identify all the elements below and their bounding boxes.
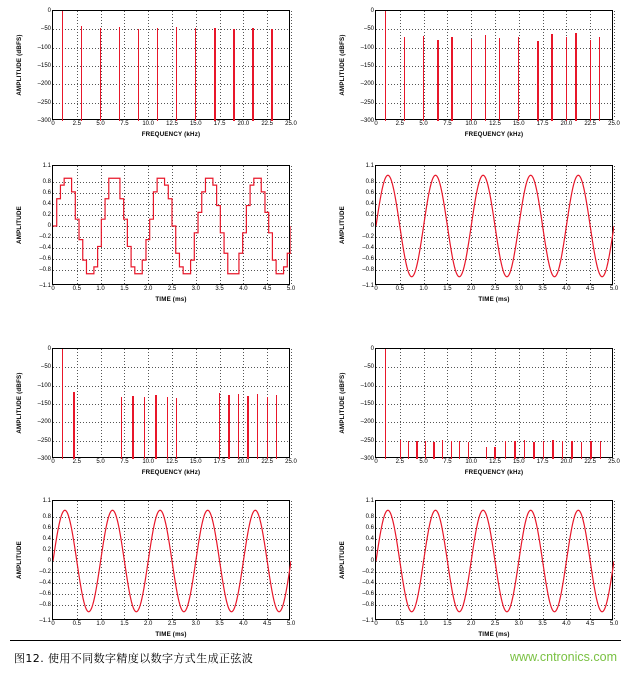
y-tick-label: –100: [360, 44, 374, 51]
x-tick-label: 17.5: [536, 121, 549, 127]
spectral-line: [575, 33, 576, 121]
y-tick-label: 0: [47, 558, 51, 564]
y-tick-label: –150: [360, 401, 374, 407]
gridline-vertical: [614, 166, 615, 284]
spectral-line: [404, 37, 405, 121]
y-tick-label: –0.6: [39, 255, 51, 262]
site-watermark: www.cntronics.com: [510, 650, 617, 664]
x-tick-label: 7.5: [443, 459, 452, 465]
y-tick-label: 0.2: [365, 212, 374, 219]
y-tick-label: –1.1: [362, 283, 374, 289]
spectral-line: [247, 396, 248, 459]
waveform-trace: [53, 166, 291, 286]
x-tick-label: 1.0: [419, 621, 428, 627]
x-tick-label: 0: [51, 459, 55, 465]
spectral-line: [599, 37, 600, 121]
x-tick-label: 0.5: [72, 286, 81, 292]
spectral-line: [590, 441, 591, 459]
x-tick-label: 2.5: [395, 121, 404, 127]
y-tick-label: 0.4: [42, 201, 51, 208]
spectral-line: [437, 40, 438, 121]
x-tick-label: 2.0: [144, 621, 153, 627]
x-tick-label: 10.0: [465, 121, 478, 127]
y-tick-label: –150: [37, 401, 51, 407]
x-tick-label: 0.5: [395, 286, 404, 292]
x-tick-label: 0: [51, 286, 55, 292]
gridline-vertical: [291, 11, 292, 119]
x-tick-label: 22.5: [584, 459, 597, 465]
spectral-line: [62, 349, 63, 459]
x-tick-label: 1.5: [120, 621, 129, 627]
y-tick-label: 0.6: [42, 525, 51, 532]
spectral-line: [167, 397, 168, 459]
x-tick-label: 4.0: [562, 286, 571, 292]
x-tick-label: 5.0: [96, 459, 105, 465]
x-tick-label: 7.5: [120, 121, 129, 127]
spectral-line: [451, 37, 452, 121]
x-tick-label: 2.5: [72, 459, 81, 465]
spectral-line: [195, 28, 196, 121]
spectral-line: [485, 35, 486, 121]
gridline-horizontal: [53, 422, 289, 423]
y-tick-label: –50: [363, 364, 374, 371]
spectral-line: [552, 440, 553, 459]
x-tick-label: 2.0: [467, 621, 476, 627]
y-tick-label: –200: [37, 419, 51, 426]
spectral-line: [423, 36, 424, 121]
figure-caption: 图12. 使用不同数字精度以数字方式生成正弦波: [14, 652, 254, 665]
x-tick-label: 25.0: [285, 121, 297, 127]
x-tick-label: 10.0: [142, 459, 155, 465]
x-tick-label: 0.5: [395, 621, 404, 627]
gridline-vertical: [291, 166, 292, 284]
gridline-horizontal: [376, 367, 612, 368]
y-tick-label: 0: [370, 346, 374, 352]
spectral-line: [562, 441, 563, 459]
x-tick-label: 5.0: [286, 286, 296, 292]
y-tick-label: 0.8: [42, 514, 51, 521]
chart-sine-4bit: [16, 163, 296, 303]
x-tick-label: 3.0: [514, 621, 523, 627]
plot-area: [37, 346, 297, 465]
x-tick-label: 0: [51, 621, 55, 627]
gridline-horizontal: [376, 386, 612, 387]
y-tick-label: –0.4: [39, 579, 51, 586]
x-tick-label: 1.0: [419, 286, 428, 292]
x-tick-label: 25.0: [608, 459, 620, 465]
y-tick-label: 0.4: [42, 536, 51, 543]
y-axis-label: AMPLITUDE: [339, 206, 346, 244]
x-tick-label: 5.0: [286, 621, 296, 627]
spectral-line: [514, 441, 515, 459]
plot-area: [360, 346, 620, 465]
x-tick-label: 17.5: [536, 459, 549, 465]
y-tick-label: 0: [370, 8, 374, 14]
x-tick-label: 4.5: [586, 621, 595, 627]
spectral-line: [442, 440, 443, 459]
y-tick-label: –50: [40, 26, 51, 33]
chart-spectrum-8bit: [339, 8, 620, 138]
y-tick-label: –200: [360, 81, 374, 88]
chart-spectrum-32bit: [339, 346, 620, 476]
x-tick-label: 2.5: [395, 459, 404, 465]
spectral-line: [408, 441, 409, 459]
spectral-line: [157, 28, 158, 121]
y-tick-label: –1.1: [39, 283, 51, 289]
gridline-horizontal: [376, 29, 612, 30]
gridline-vertical: [614, 501, 615, 619]
x-tick-label: 22.5: [261, 121, 274, 127]
spectral-line: [543, 441, 544, 459]
x-tick-label: 2.0: [467, 286, 476, 292]
x-tick-label: 10.0: [142, 121, 155, 127]
x-tick-label: 3.0: [191, 621, 200, 627]
y-tick-label: 0.8: [365, 179, 374, 186]
x-tick-label: 4.5: [263, 621, 272, 627]
x-tick-label: 12.5: [166, 459, 178, 465]
x-tick-label: 3.5: [538, 621, 547, 627]
y-tick-label: –200: [360, 419, 374, 426]
x-tick-label: 4.5: [586, 286, 595, 292]
y-tick-label: –250: [360, 437, 374, 444]
spectral-line: [590, 40, 591, 121]
y-tick-label: –150: [37, 63, 51, 69]
x-tick-label: 1.0: [96, 621, 105, 627]
x-tick-label: 4.0: [239, 621, 248, 627]
x-axis-label: TIME (ms): [155, 631, 187, 638]
spectral-line: [600, 441, 601, 459]
x-axis-label: FREQUENCY (kHz): [141, 131, 201, 138]
y-tick-label: –300: [37, 118, 51, 124]
y-tick-label: 0.2: [42, 547, 51, 554]
waveform-trace: [376, 166, 614, 286]
x-tick-label: 2.5: [72, 121, 81, 127]
y-tick-label: –50: [363, 26, 374, 33]
gridline-horizontal: [53, 386, 289, 387]
spectral-line: [524, 440, 525, 459]
y-tick-label: –0.6: [362, 255, 374, 262]
y-tick-label: 0.4: [365, 201, 374, 208]
spectral-line: [471, 39, 472, 121]
spectral-line: [551, 34, 552, 121]
y-tick-label: –0.2: [39, 568, 51, 575]
y-tick-label: –0.2: [362, 568, 374, 575]
spectral-line: [494, 447, 495, 459]
y-tick-label: –300: [360, 456, 374, 462]
spectral-line: [214, 28, 215, 122]
spectral-line: [238, 394, 239, 459]
y-tick-label: –300: [360, 118, 374, 124]
spectral-line: [100, 28, 101, 121]
x-tick-label: 7.5: [120, 459, 129, 465]
x-tick-label: 1.5: [443, 286, 452, 292]
gridline-vertical: [291, 349, 292, 457]
x-tick-label: 5.0: [419, 459, 428, 465]
x-tick-label: 1.5: [120, 286, 129, 292]
plot-area: [362, 163, 619, 292]
y-tick-label: –100: [37, 44, 51, 51]
x-tick-label: 7.5: [443, 121, 452, 127]
y-axis-label: AMPLITUDE: [16, 541, 23, 579]
x-tick-label: 0: [374, 621, 378, 627]
x-tick-label: 2.0: [144, 286, 153, 292]
x-tick-label: 20.0: [560, 459, 573, 465]
spectral-line: [459, 441, 460, 459]
y-tick-label: 0.8: [42, 179, 51, 186]
plot-area: [362, 498, 619, 627]
x-tick-label: 4.0: [562, 621, 571, 627]
y-tick-label: –0.8: [39, 266, 51, 273]
waveform-trace: [53, 501, 291, 621]
spectral-line: [219, 393, 220, 459]
spectral-line: [416, 441, 417, 459]
gridline-horizontal: [376, 404, 612, 405]
plot-area: [37, 8, 297, 127]
y-tick-label: –0.6: [39, 590, 51, 597]
gridline-horizontal: [53, 367, 289, 368]
y-axis-label: AMPLITUDE (dBFS): [16, 34, 23, 96]
chart-sine-8bit: [339, 163, 619, 303]
x-axis-label: TIME (ms): [478, 296, 510, 303]
x-tick-label: 2.5: [490, 286, 500, 292]
gridline-horizontal: [376, 422, 612, 423]
y-tick-label: –300: [37, 456, 51, 462]
chart-spectrum-16bit: [16, 346, 297, 476]
spectral-line: [505, 441, 506, 459]
y-tick-label: 0.2: [42, 212, 51, 219]
spectral-line: [433, 442, 434, 459]
x-tick-label: 22.5: [584, 121, 597, 127]
y-tick-label: 1.1: [365, 163, 374, 169]
x-tick-label: 10.0: [465, 459, 478, 465]
x-axis-label: FREQUENCY (kHz): [464, 131, 524, 138]
x-tick-label: 1.5: [443, 621, 452, 627]
y-tick-label: –0.4: [362, 244, 374, 251]
y-tick-label: 0: [47, 223, 51, 229]
x-tick-label: 12.5: [489, 121, 501, 127]
x-tick-label: 3.5: [538, 286, 547, 292]
y-tick-label: 0: [47, 346, 51, 352]
y-tick-label: 0.6: [365, 525, 374, 532]
caption-divider: [10, 640, 621, 641]
gridline-vertical: [614, 11, 615, 119]
spectral-line: [385, 11, 386, 121]
y-tick-label: –150: [360, 63, 374, 69]
spectral-line: [144, 397, 145, 459]
x-tick-label: 5.0: [609, 286, 619, 292]
x-tick-label: 3.0: [514, 286, 523, 292]
x-tick-label: 15.0: [189, 459, 202, 465]
y-tick-label: –1.1: [362, 618, 374, 624]
chart-sine-16bit: [16, 498, 296, 638]
y-tick-label: –250: [360, 99, 374, 106]
y-tick-label: –200: [37, 81, 51, 88]
y-tick-label: 0: [370, 558, 374, 564]
spectral-line: [132, 396, 133, 459]
x-tick-label: 25.0: [608, 121, 620, 127]
gridline-vertical: [614, 349, 615, 457]
x-axis-label: TIME (ms): [155, 296, 187, 303]
chart-spectrum-4bit: [16, 8, 297, 138]
x-tick-label: 0.5: [72, 621, 81, 627]
spectral-line: [533, 442, 534, 459]
x-tick-label: 20.0: [237, 121, 250, 127]
spectral-line: [486, 447, 487, 459]
spectral-line: [81, 26, 82, 121]
y-tick-label: –0.4: [39, 244, 51, 251]
spectral-line: [581, 442, 582, 459]
y-tick-label: –100: [360, 382, 374, 389]
chart-sine-32bit: [339, 498, 619, 638]
y-tick-label: –1.1: [39, 618, 51, 624]
plot-area: [360, 8, 620, 127]
x-tick-label: 17.5: [213, 459, 226, 465]
y-tick-label: 0: [47, 8, 51, 14]
x-tick-label: 3.0: [191, 286, 200, 292]
gridline-vertical: [291, 501, 292, 619]
spectral-line: [400, 440, 401, 459]
x-tick-label: 2.5: [167, 621, 177, 627]
y-tick-label: –0.2: [39, 233, 51, 240]
x-tick-label: 22.5: [261, 459, 274, 465]
y-tick-label: –0.6: [362, 590, 374, 597]
spectral-line: [451, 441, 452, 459]
spectral-line: [252, 28, 253, 121]
y-tick-label: 0.4: [365, 536, 374, 543]
spectral-line: [138, 29, 139, 121]
spectral-line: [267, 397, 268, 459]
spectral-line: [176, 27, 177, 121]
y-tick-label: 0.6: [42, 190, 51, 197]
spectral-line: [119, 27, 120, 121]
y-tick-label: 1.1: [42, 163, 51, 169]
spectral-line: [73, 392, 74, 459]
x-tick-label: 12.5: [489, 459, 501, 465]
spectral-line: [257, 394, 258, 459]
x-tick-label: 25.0: [285, 459, 297, 465]
spectral-line: [537, 41, 538, 121]
y-axis-label: AMPLITUDE (dBFS): [339, 372, 346, 434]
x-tick-label: 0: [374, 459, 378, 465]
plot-area: [39, 498, 296, 627]
y-tick-label: –0.2: [362, 233, 374, 240]
spectral-line: [271, 29, 272, 121]
x-tick-label: 3.5: [215, 286, 224, 292]
spectral-line: [425, 441, 426, 459]
x-axis-label: TIME (ms): [478, 631, 510, 638]
plot-area: [39, 163, 296, 292]
x-tick-label: 4.5: [263, 286, 272, 292]
spectral-line: [571, 441, 572, 459]
y-tick-label: 0.6: [365, 190, 374, 197]
x-tick-label: 0: [51, 121, 55, 127]
x-tick-label: 1.0: [96, 286, 105, 292]
y-tick-label: –0.8: [362, 266, 374, 273]
gridline-horizontal: [376, 441, 612, 442]
x-tick-label: 0: [374, 286, 378, 292]
x-tick-label: 4.0: [239, 286, 248, 292]
spectral-line: [468, 442, 469, 459]
x-tick-label: 5.0: [419, 121, 428, 127]
x-tick-label: 15.0: [512, 121, 525, 127]
x-tick-label: 3.5: [215, 621, 224, 627]
y-tick-label: –0.8: [362, 601, 374, 608]
y-tick-label: –0.8: [39, 601, 51, 608]
x-tick-label: 0: [374, 121, 378, 127]
x-tick-label: 5.0: [96, 121, 105, 127]
y-axis-label: AMPLITUDE (dBFS): [16, 372, 23, 434]
spectral-line: [176, 398, 177, 459]
x-tick-label: 20.0: [237, 459, 250, 465]
spectral-line: [499, 38, 500, 121]
x-tick-label: 17.5: [213, 121, 226, 127]
y-tick-label: –50: [40, 364, 51, 371]
y-tick-label: 0.2: [365, 547, 374, 554]
y-tick-label: 0: [370, 223, 374, 229]
y-tick-label: 1.1: [365, 498, 374, 504]
y-tick-label: 0.8: [365, 514, 374, 521]
y-tick-label: –100: [37, 382, 51, 389]
spectral-line: [121, 397, 122, 459]
x-tick-label: 2.5: [490, 621, 500, 627]
y-tick-label: –0.4: [362, 579, 374, 586]
spectral-line: [385, 349, 386, 459]
y-tick-label: –250: [37, 99, 51, 106]
x-tick-label: 15.0: [189, 121, 202, 127]
spectral-line: [518, 37, 519, 121]
x-tick-label: 2.5: [167, 286, 177, 292]
spectral-line: [228, 395, 229, 459]
gridline-horizontal: [53, 404, 289, 405]
y-tick-label: 1.1: [42, 498, 51, 504]
y-axis-label: AMPLITUDE: [339, 541, 346, 579]
y-tick-label: –250: [37, 437, 51, 444]
x-tick-label: 15.0: [512, 459, 525, 465]
x-axis-label: FREQUENCY (kHz): [141, 469, 201, 476]
x-tick-label: 20.0: [560, 121, 573, 127]
x-axis-label: FREQUENCY (kHz): [464, 469, 524, 476]
spectral-line: [233, 29, 234, 121]
spectral-line: [62, 11, 63, 121]
gridline-horizontal: [53, 441, 289, 442]
x-tick-label: 12.5: [166, 121, 178, 127]
y-axis-label: AMPLITUDE: [16, 206, 23, 244]
y-axis-label: AMPLITUDE (dBFS): [339, 34, 346, 96]
x-tick-label: 5.0: [609, 621, 619, 627]
spectral-line: [155, 395, 156, 459]
waveform-trace: [376, 501, 614, 621]
spectral-line: [566, 37, 567, 121]
spectral-line: [276, 395, 277, 459]
